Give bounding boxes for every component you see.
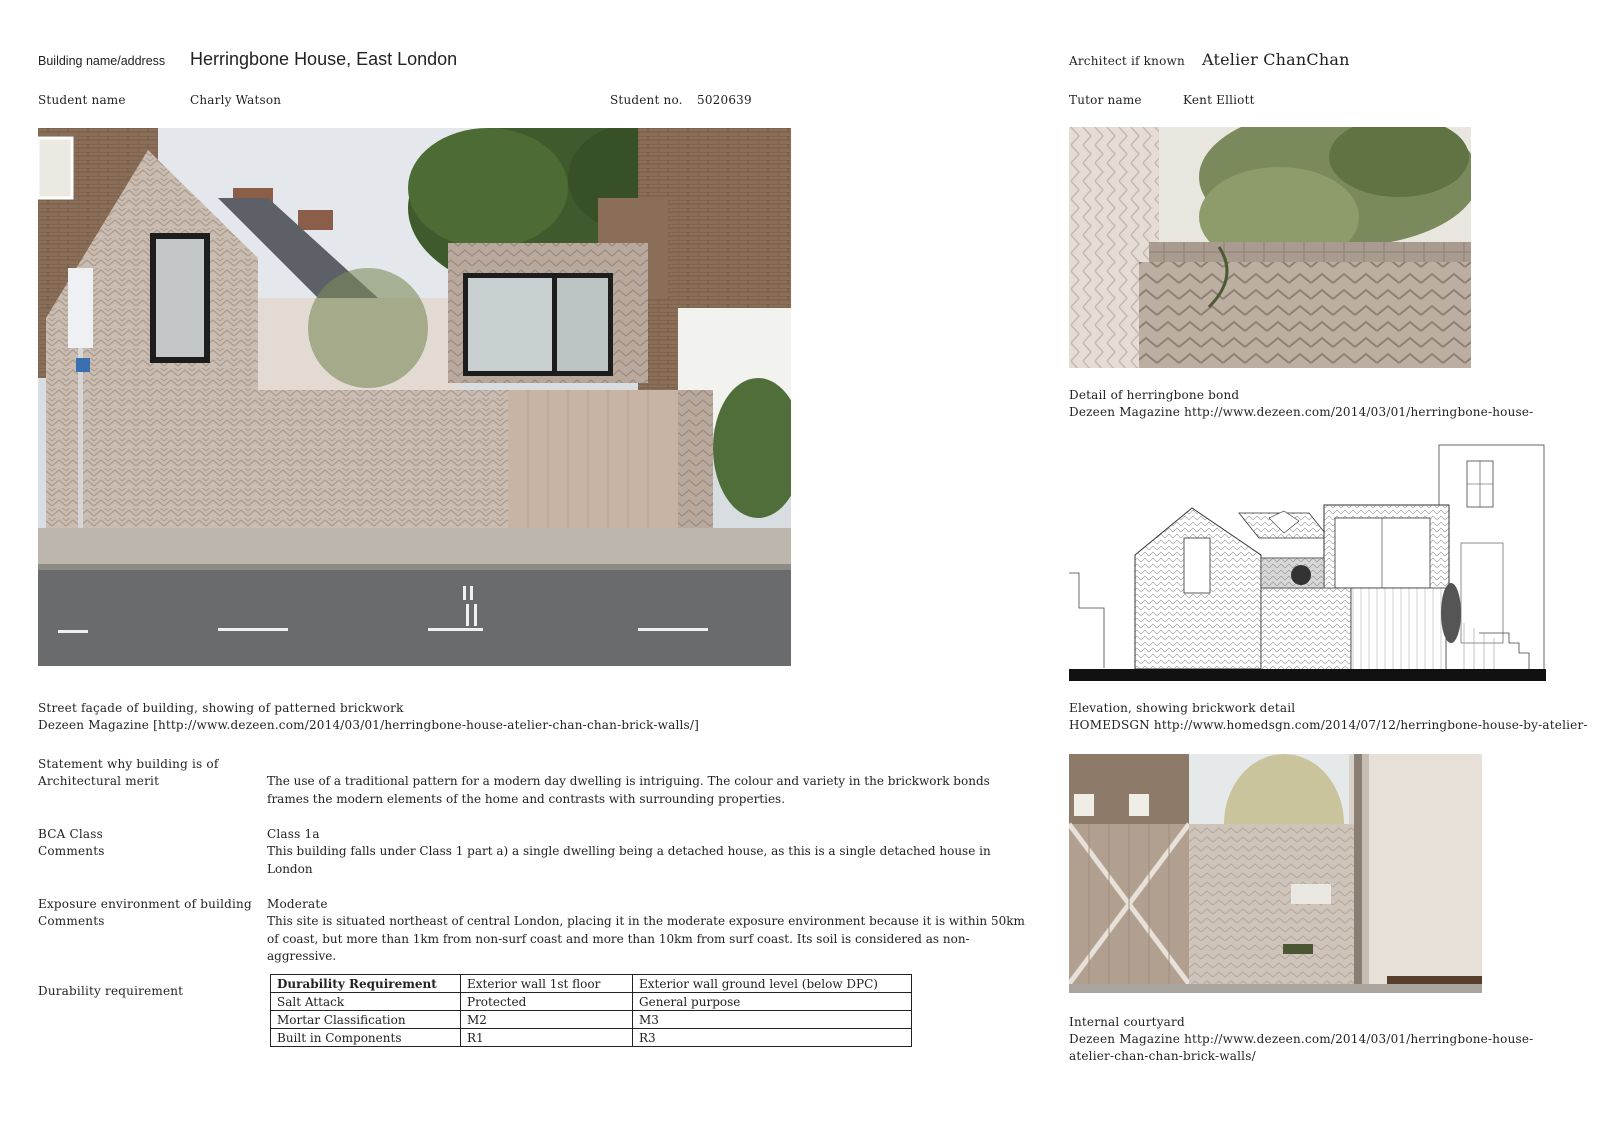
table-cell: Built in Components — [271, 1029, 461, 1047]
table-cell: Protected — [461, 993, 633, 1011]
elevation-caption-title: Elevation, showing brickwork detail — [1069, 701, 1296, 715]
table-row — [271, 1011, 912, 1029]
statement-label: Statement why building is of — [38, 757, 219, 771]
building-name: Herringbone House, East London — [190, 49, 458, 69]
exposure-value: Moderate — [267, 897, 328, 911]
statement-label-cont: Architectural merit — [38, 774, 160, 788]
table-row — [271, 1029, 912, 1047]
durability-label: Durability requirement — [38, 984, 184, 998]
internal-courtyard-photo — [1069, 754, 1482, 993]
main-photo-caption-title: Street façade of building, showing of patterned brickwork — [38, 701, 404, 715]
statement-text: The use of a traditional pattern for a modern day dwelling is intriguing. The colour and variety in the brickwork bonds frames the modern elements of the home and contrasts with surrounding properties. — [267, 774, 990, 806]
street-facade-photo — [38, 128, 791, 666]
bca-class-value: Class 1a — [267, 827, 320, 841]
bca-comments-label: Comments — [38, 844, 105, 858]
building-label: Building name/address — [38, 54, 166, 68]
student-no-label: Student no. — [610, 93, 683, 107]
table-row — [271, 993, 912, 1011]
detail-photo-caption-title: Detail of herringbone bond — [1069, 388, 1240, 402]
durability-table — [270, 974, 912, 1047]
table-cell: M2 — [461, 1011, 633, 1029]
exposure-comments-label: Comments — [38, 914, 105, 928]
table-cell: R1 — [461, 1029, 633, 1047]
bca-class-label: BCA Class — [38, 827, 103, 841]
elevation-drawing — [1069, 443, 1546, 683]
architect-name: Atelier ChanChan — [1202, 50, 1350, 69]
courtyard-caption-source: Dezeen Magazine http://www.dezeen.com/2014/03/01/herringbone-house- — [1069, 1032, 1534, 1046]
main-photo-caption-source: Dezeen Magazine [http://www.dezeen.com/2014/03/01/herringbone-house-atelier-chan-chan-brick-walls/] — [38, 718, 700, 732]
courtyard-caption-source-cont: atelier-chan-chan-brick-walls/ — [1069, 1049, 1256, 1063]
tutor-name: Kent Elliott — [1183, 93, 1255, 107]
table-header-cell: Exterior wall ground level (below DPC) — [633, 975, 912, 993]
student-name: Charly Watson — [190, 93, 282, 107]
table-cell: R3 — [633, 1029, 912, 1047]
herringbone-detail-photo — [1069, 127, 1471, 368]
table-header-cell: Durability Requirement — [271, 975, 461, 993]
exposure-label: Exposure environment of building — [38, 897, 252, 911]
student-name-label: Student name — [38, 93, 126, 107]
table-cell: Mortar Classification — [271, 1011, 461, 1029]
table-header-cell: Exterior wall 1st floor — [461, 975, 633, 993]
table-cell: M3 — [633, 1011, 912, 1029]
table-cell: General purpose — [633, 993, 912, 1011]
tutor-name-label: Tutor name — [1069, 93, 1142, 107]
detail-photo-caption-source: Dezeen Magazine http://www.dezeen.com/2014/03/01/herringbone-house- — [1069, 405, 1534, 419]
student-no: 5020639 — [697, 93, 752, 107]
exposure-comments: This site is situated northeast of central London, placing it in the moderate exposure environment because it is within 50km of coast, but more than 1km from non-surf coast and more than 10km from surf coast. Its soil is considered as non-aggressive. — [267, 914, 1025, 963]
elevation-caption-source: HOMEDSGN http://www.homedsgn.com/2014/07/12/herringbone-house-by-atelier- — [1069, 718, 1588, 732]
architect-label: Architect if known — [1069, 54, 1185, 68]
bca-comments: This building falls under Class 1 part a) a single dwelling being a detached house, as this is a single detached house in London — [267, 844, 991, 876]
table-cell: Salt Attack — [271, 993, 461, 1011]
durability-table-header — [271, 975, 912, 993]
courtyard-caption-title: Internal courtyard — [1069, 1015, 1185, 1029]
